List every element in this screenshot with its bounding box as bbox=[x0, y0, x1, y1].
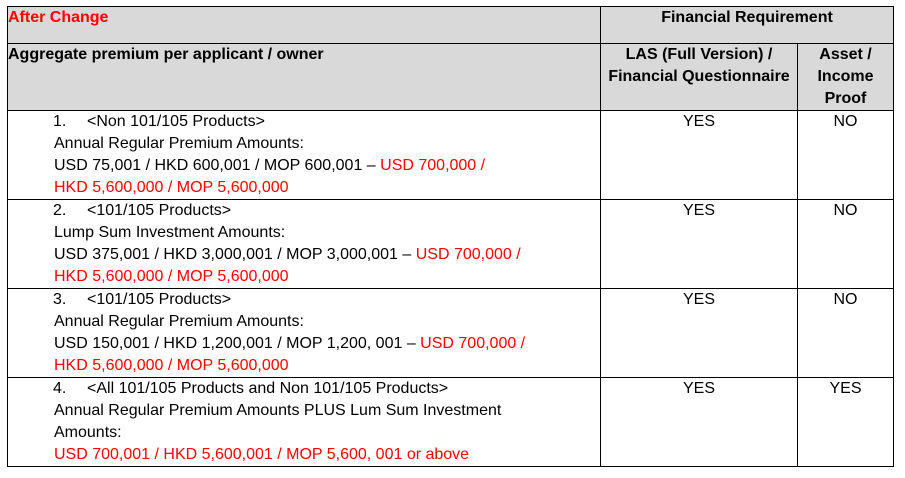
item-heading bbox=[52, 200, 600, 222]
las-heading-text: LAS (Full Version) / Financial Questionnaire bbox=[608, 46, 790, 85]
item-category: <101/105 Products> bbox=[87, 202, 232, 219]
asset-heading-text: Asset / Income Proof bbox=[817, 46, 874, 107]
las-value: YES bbox=[601, 200, 798, 289]
item-label: Annual Regular Premium Amounts: bbox=[54, 313, 304, 330]
las-heading bbox=[601, 44, 798, 111]
range-red-first: USD 700,000 / bbox=[380, 157, 486, 174]
range-black: USD 150,001 / HKD 1,200,001 / MOP 1,200, 001 – bbox=[54, 335, 416, 352]
item-range bbox=[8, 333, 600, 355]
range-red-second: HKD 5,600,000 / MOP 5,600,000 bbox=[54, 268, 289, 285]
after-change-heading: After Change bbox=[8, 7, 601, 44]
item-category: <101/105 Products> bbox=[87, 291, 232, 308]
table-row bbox=[8, 289, 894, 378]
item-number: 2. bbox=[53, 202, 67, 219]
range-red-second: HKD 5,600,000 / MOP 5,600,000 bbox=[54, 179, 289, 196]
premium-criteria-cell bbox=[8, 111, 601, 200]
range-black: USD 75,001 / HKD 600,001 / MOP 600,001 – bbox=[54, 157, 376, 174]
item-range bbox=[8, 155, 600, 177]
las-value: YES bbox=[601, 289, 798, 378]
premium-criteria-cell bbox=[8, 378, 601, 467]
item-number: 3. bbox=[53, 291, 67, 308]
item-label-second: Amounts: bbox=[54, 424, 122, 441]
premium-criteria-cell bbox=[8, 200, 601, 289]
table-row bbox=[8, 111, 894, 200]
item-heading bbox=[52, 378, 600, 400]
item-number: 1. bbox=[53, 113, 67, 130]
asset-value: NO bbox=[798, 289, 894, 378]
item-category: <Non 101/105 Products> bbox=[87, 113, 265, 130]
asset-heading bbox=[798, 44, 894, 111]
item-range bbox=[8, 244, 600, 266]
asset-value: NO bbox=[798, 200, 894, 289]
item-heading bbox=[52, 111, 600, 133]
asset-value: NO bbox=[798, 111, 894, 200]
las-value: YES bbox=[601, 111, 798, 200]
item-label: Annual Regular Premium Amounts: bbox=[54, 135, 304, 152]
financial-requirement-heading: Financial Requirement bbox=[601, 7, 894, 44]
item-label: Lump Sum Investment Amounts: bbox=[54, 224, 286, 241]
item-category: <All 101/105 Products and Non 101/105 Products> bbox=[87, 380, 449, 397]
header-row-columns bbox=[8, 44, 894, 111]
item-range: USD 700,001 / HKD 5,600,001 / MOP 5,600, 001 or above bbox=[54, 446, 470, 463]
item-label-first: Annual Regular Premium Amounts PLUS Lum Sum Investment bbox=[54, 402, 502, 419]
item-heading bbox=[52, 289, 600, 311]
las-value: YES bbox=[601, 378, 798, 467]
item-number: 4. bbox=[53, 380, 67, 397]
range-red-first: USD 700,000 / bbox=[415, 246, 521, 263]
table-row bbox=[8, 378, 894, 467]
premium-criteria-cell bbox=[8, 289, 601, 378]
table-row bbox=[8, 200, 894, 289]
range-red-second: HKD 5,600,000 / MOP 5,600,000 bbox=[54, 357, 289, 374]
asset-value: YES bbox=[798, 378, 894, 467]
range-red-first: USD 700,000 / bbox=[420, 335, 526, 352]
range-black: USD 375,001 / HKD 3,000,001 / MOP 3,000,001 – bbox=[54, 246, 412, 263]
aggregate-premium-heading: Aggregate premium per applicant / owner bbox=[8, 44, 601, 111]
header-row-top bbox=[8, 7, 894, 44]
requirements-table bbox=[7, 6, 894, 467]
